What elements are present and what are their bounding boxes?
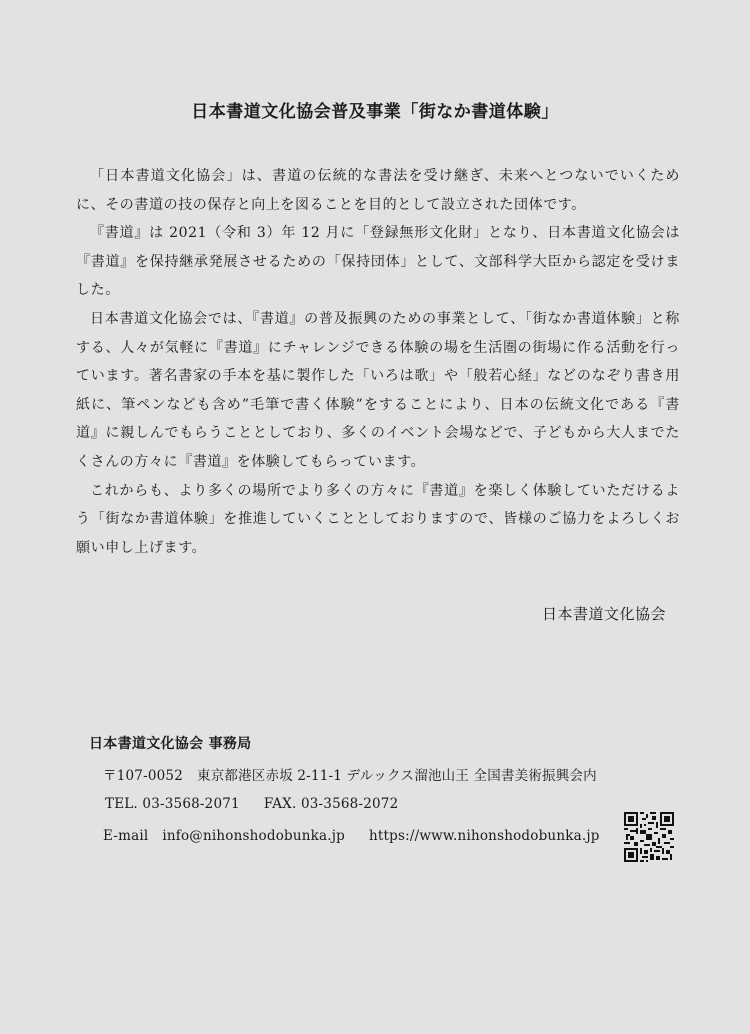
- qr-code-icon: [624, 812, 674, 862]
- website-link[interactable]: https://www.nihonshodobunka.jp: [369, 828, 600, 844]
- page-title: 日本書道文化協会普及事業「街なか書道体験」: [191, 102, 559, 122]
- phone-number: TEL. 03-3568-2071: [105, 796, 240, 812]
- signature: 日本書道文化協会: [541, 605, 666, 623]
- postal-code: 〒107-0052: [103, 768, 183, 784]
- office-phone-line: [105, 796, 398, 812]
- email-label: E-mail: [103, 828, 149, 844]
- body-text: [76, 162, 680, 562]
- office-contact-line: [103, 828, 600, 844]
- paragraph-3: 日本書道文化協会では、『書道』の普及振興のための事業として、「街なか書道体験」と称する、人々が気軽に『書道』にチャレンジできる体験の場を生活圏の街場に作る活動を行っています。著名書家の手本を基に製作した「いろは歌」や「般若心経」などのなぞり書き用紙に、筆ペンなども含め”毛筆で書く体験”をすることにより、日本の伝統文化である『書道』に親しんでもらうこととしており、多くのイベント会場などで、子どもから大人までたくさんの方々に『書道』を体験してもらっています。: [76, 310, 680, 470]
- paragraph-2: 『書道』は 2021（令和 3）年 12 月に「登録無形文化財」となり、日本書道文化協会は『書道』を保持継承発展させるための「保持団体」として、文部科学大臣から認定を受けました。: [76, 225, 680, 299]
- paragraph-4: これからも、より多くの場所でより多くの方々に『書道』を楽しく体験していただけるよう「街なか書道体験」を推進していくこととしておりますので、皆様のご協力をよろしくお願い申し上げます。: [76, 482, 680, 556]
- office-address-line: [103, 764, 597, 784]
- fax-number: FAX. 03-3568-2072: [263, 796, 399, 812]
- paragraph-1: 「日本書道文化協会」は、書道の伝統的な書法を受け継ぎ、未来へとつないでいくために、その書道の技の保存と向上を図ることを目的として設立された団体です。: [76, 168, 680, 213]
- office-address: 東京都港区赤坂 2-11-1 デルックス溜池山王 全国書美術振興会内: [197, 768, 597, 784]
- email-link[interactable]: info@nihonshodobunka.jp: [162, 828, 346, 844]
- office-title: 日本書道文化協会 事務局: [89, 736, 252, 752]
